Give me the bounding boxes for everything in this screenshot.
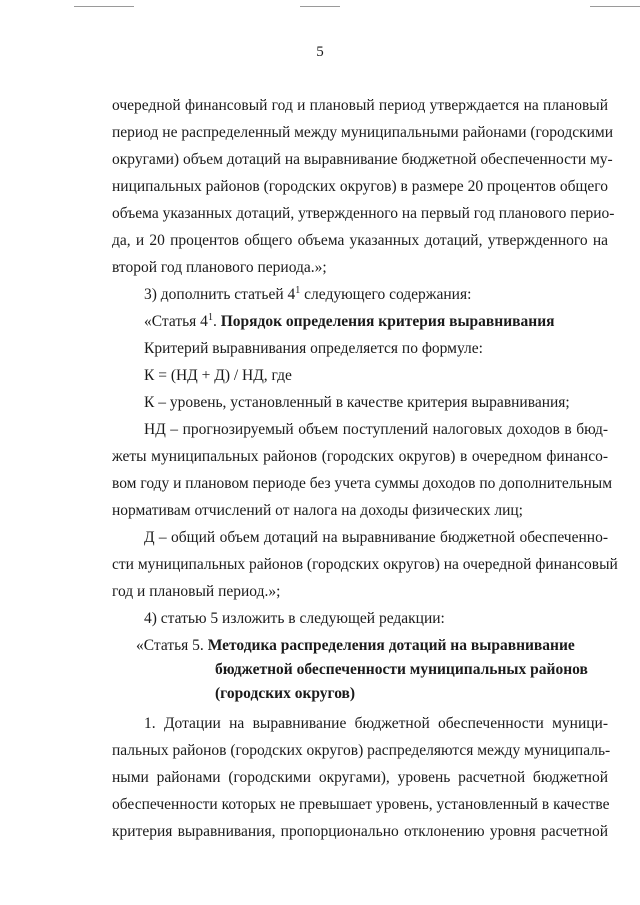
definition-nd: НД – прогнозируемый объем поступлений налоговых доходов в бюд- (144, 421, 608, 438)
article-prefix: «Статья 5. (136, 637, 208, 654)
text-line: Критерий выравнивания определяется по формуле: (144, 340, 483, 357)
text-line: ными районами (городскими округами), уровень расчетной бюджетной (112, 769, 608, 786)
page-number: 5 (316, 44, 324, 60)
text-line: год и плановый период.»; (112, 583, 281, 600)
scan-artifact (300, 6, 340, 7)
superscript: 1 (295, 284, 301, 296)
text-line: второй год планового периода.»; (112, 259, 327, 276)
text-line: обеспеченности которых не превышает уровень, установленный в качестве (112, 796, 610, 813)
text-line: пальных районов (городских округов) распределяются между муниципаль- (112, 742, 611, 759)
list-item-4: 4) статью 5 изложить в следующей редакции: (144, 610, 445, 627)
superscript: 1 (207, 311, 213, 323)
text-line: сти муниципальных районов (городских округов) на очередной финансовый (112, 556, 618, 573)
point-1: 1. Дотации на выравнивание бюджетной обеспеченности муници- (144, 715, 608, 732)
item3-text: 3) дополнить статьей 4 (144, 286, 296, 303)
text-line: округами) объем дотаций на выравнивание бюджетной обеспеченности му- (112, 151, 613, 168)
scan-artifact (74, 6, 134, 7)
article-title-line: бюджетной обеспеченности муниципальных районов (215, 661, 588, 678)
text-line: критерия выравнивания, пропорционально отклонению уровня расчетной (112, 823, 608, 840)
text-line: ниципальных районов (городских округов) в размере 20 процентов общего (112, 178, 608, 195)
text-line: очередной финансовый год и плановый период утверждается на плановый (112, 97, 608, 114)
definition-d: Д – общий объем дотаций на выравнивание бюджетной обеспеченно- (144, 529, 608, 546)
definition-k: К – уровень, установленный в качестве критерия выравнивания; (144, 394, 570, 411)
article-title-line: (городских округов) (215, 685, 356, 702)
text-line: нормативам отчислений от налога на доходы физических лиц; (112, 502, 523, 519)
text-line: объема указанных дотаций, утвержденного на первый год планового перио- (112, 205, 615, 222)
article-dot: . (212, 313, 221, 330)
formula: К = (НД + Д) / НД, где (144, 367, 292, 384)
text-line: да, и 20 процентов общего объема указанных дотаций, утвержденного на (112, 232, 608, 249)
article-heading (136, 636, 608, 656)
text-line: жеты муниципальных районов (городских округов) в очередном финансо- (112, 448, 608, 465)
item3-text-end: следующего содержания: (300, 286, 472, 303)
article-prefix: «Статья 4 (144, 313, 208, 330)
article-title: Порядок определения критерия выравнивания (220, 313, 555, 330)
text-line: вом году и плановом периоде без учета суммы доходов по дополнительным (112, 475, 613, 492)
scan-artifact (590, 6, 640, 7)
list-item-3 (144, 285, 608, 305)
article-title: Методика распределения дотаций на выравнивание (207, 637, 575, 654)
article-heading (144, 312, 608, 332)
text-line: период не распределенный между муниципальными районами (городскими (112, 124, 614, 141)
